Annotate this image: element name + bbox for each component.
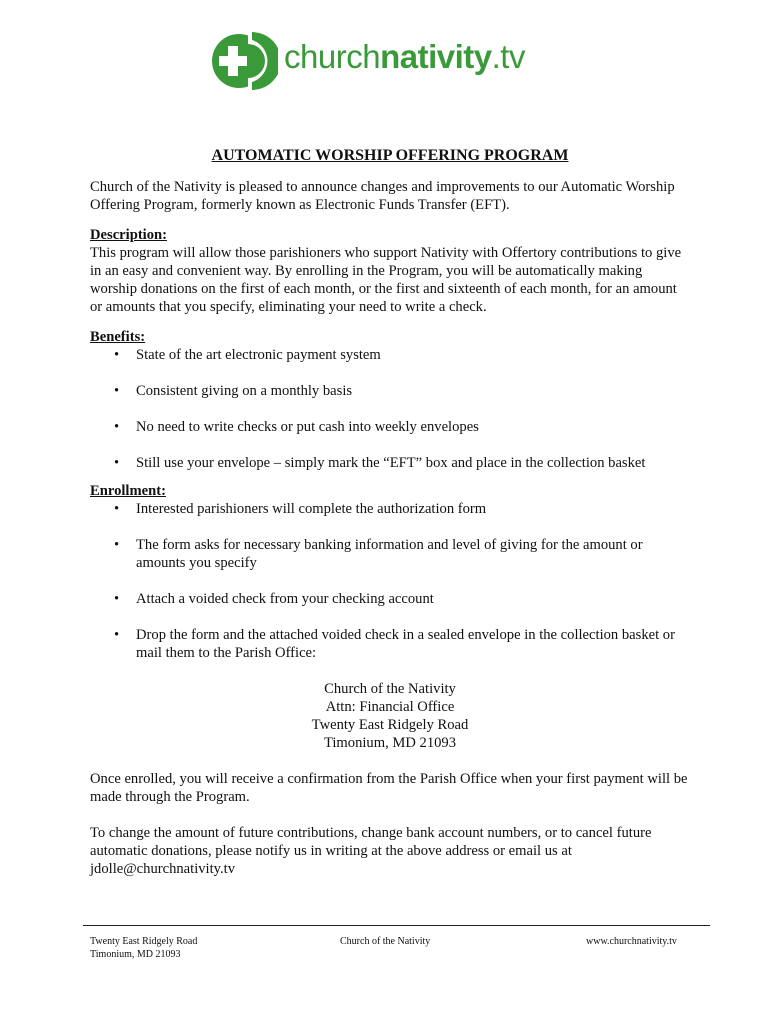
list-item: • Still use your envelope – simply mark the “EFT” box and place in the collection basket [114,455,646,471]
address-line: Timonium, MD 21093 [323,735,457,751]
bullet-icon: • [114,455,120,471]
list-item: • The form asks for necessary banking information and level of giving for the amount or amounts you specify [114,537,643,571]
intro-paragraph: Church of the Nativity is pleased to announce changes and improvements to our Automatic Worship Offering Program, formerly known as Electronic Funds Transfer (EFT). [90,179,675,213]
list-item: • Consistent giving on a monthly basis [114,383,353,399]
benefits-heading: Benefits: [90,329,146,345]
logo-wordmark: churchnativity.tv [284,38,525,75]
bullet-icon: • [114,419,120,435]
bullet-icon: • [114,383,120,399]
footer-church-name: Church of the Nativity [340,936,431,947]
description-text: This program will allow those parishioners who support Nativity with Offertory contributions to give in an easy and convenient way. By enrolling in the Program, you will be automatically making worship donations on the first of each month, or the first and sixteenth of each month, for an amount or amounts that you specify, eliminating your need to write a check. [90,245,682,315]
footer-website-link[interactable]: www.churchnativity.tv [586,936,677,947]
list-item: • Attach a voided check from your checking account [114,591,434,607]
address-line: Attn: Financial Office [325,699,455,715]
enrollment-list [90,500,690,662]
list-item: • No need to write checks or put cash into weekly envelopes [114,419,479,435]
benefits-list [90,346,690,472]
bullet-icon: • [114,347,120,363]
change-notice-paragraph: To change the amount of future contributions, change bank account numbers, or to cancel future automatic donations, please notify us in writing at the above address or email us at jdolle@churchnativity.tv [90,825,652,877]
confirmation-paragraph: Once enrolled, you will receive a confirmation from the Parish Office when your first payment will be made through the Program. [90,771,688,805]
cross-logo-icon [208,30,278,92]
list-item: • Drop the form and the attached voided check in a sealed envelope in the collection basket or mail them to the Parish Office: [114,627,675,661]
mailing-address [90,680,690,752]
footer-address: Twenty East Ridgely Road Timonium, MD 21093 [90,936,198,960]
description-heading: Description: [90,227,168,243]
page-title: AUTOMATIC WORSHIP OFFERING PROGRAM [211,147,569,164]
footer-divider [83,925,710,926]
list-item: • Interested parishioners will complete the authorization form [114,501,487,517]
enrollment-heading: Enrollment: [90,483,166,499]
church-logo [208,30,548,92]
list-item: • State of the art electronic payment system [114,347,381,363]
document-body [90,146,690,878]
address-line: Twenty East Ridgely Road [311,717,469,733]
bullet-icon: • [114,537,120,553]
bullet-icon: • [114,591,120,607]
address-line: Church of the Nativity [324,681,456,697]
bullet-icon: • [114,501,120,517]
bullet-icon: • [114,627,120,643]
